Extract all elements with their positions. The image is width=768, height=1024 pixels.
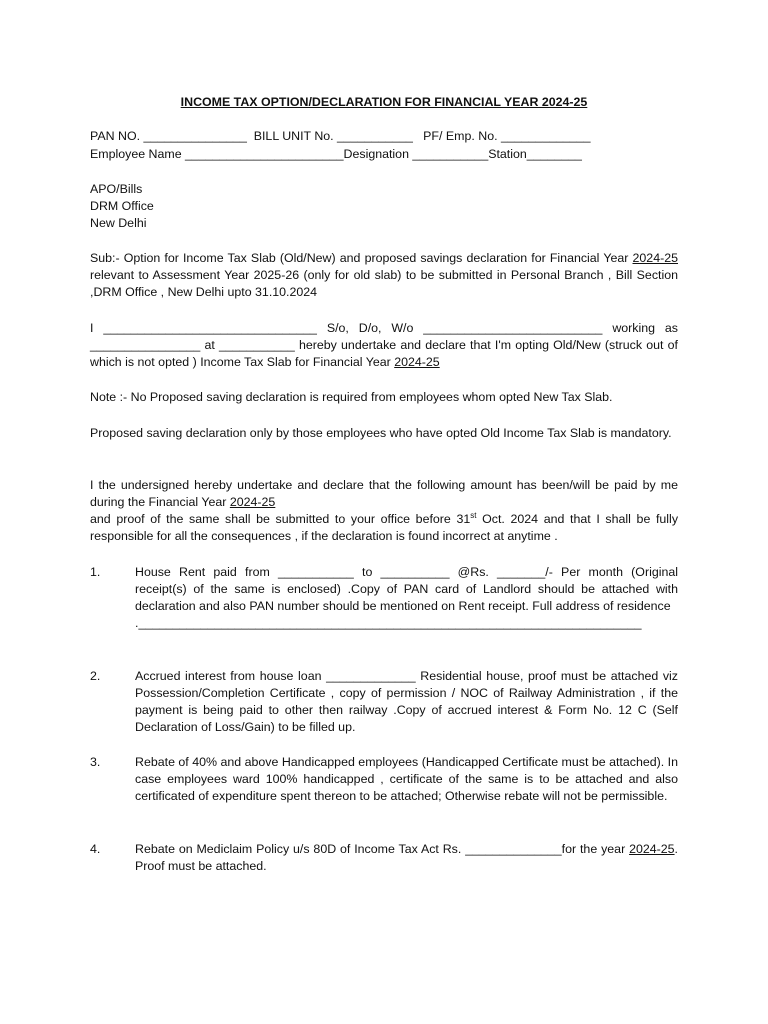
address-block	[90, 181, 678, 232]
header-line-1: PAN NO. _______________ BILL UNIT No. ___________ PF/ Emp. No. _____________	[90, 129, 591, 143]
financial-year: 2024-25	[394, 355, 440, 369]
item-text: House Rent paid from ___________ to __________ @Rs. _______/- Per month (Original receipt(s) of the same is enclosed) .Copy of PAN card of Landlord should be attached with declaration and also PAN number should be mentioned on Rent receipt. Full address of residence ._________________________________________________________________________	[135, 565, 678, 630]
financial-year: 2024-25	[632, 251, 678, 265]
item-number: 2.	[90, 669, 101, 683]
financial-year: 2024-25	[629, 842, 675, 856]
note-paragraph: Note :- No Proposed saving declaration is required from employees whom opted New Tax Slab.	[90, 390, 613, 404]
address-line: New Delhi	[90, 216, 147, 230]
item-text: Rebate of 40% and above Handicapped employees (Handicapped Certificate must be attached). In case employees ward 100% handicapped , certificate of the same is to be attached and also certificated of expenditure spent thereon to be attached; Otherwise rebate will not be permissible.	[135, 755, 678, 803]
item-number: 1.	[90, 565, 101, 579]
item-text: Accrued interest from house loan _____________ Residential house, proof must be attached viz Possession/Completion Certificate , copy of permission / NOC of Railway Administration , if the payment is being paid to other then railway .Copy of accrued interest & Form No. 12 C (Self Declaration of Loss/Gain) to be filled up.	[135, 669, 678, 734]
address-blank-line: ._________________________________________________________________________	[135, 616, 642, 630]
proposed-paragraph: Proposed saving declaration only by those employees who have opted Old Income Tax Slab is mandatory.	[90, 426, 672, 440]
header-line-2: Employee Name _______________________Designation ___________Station________	[90, 147, 582, 161]
financial-year: 2024-25	[229, 495, 276, 509]
undertaking-paragraph: I _______________________________ S/o, D/o, W/o __________________________ working as ________________ at ___________ hereby undertake and declare that I'm opting Old/New (struck out of which is not opted ) Income Tax Slab for Financial Year 2024-25	[90, 321, 678, 369]
declaration-paragraph: I the undersigned hereby undertake and declare that the following amount has been/will be paid by me during the Financial Year 2024-25 and proof of the same shall be submitted to your office before 31st Oct. 2024 and that I shall be fully responsible for all the consequences , if the declaration is found incorrect at anytime .	[90, 478, 679, 543]
address-line: DRM Office	[90, 199, 154, 213]
address-line: APO/Bills	[90, 182, 143, 196]
subject-paragraph: Sub:- Option for Income Tax Slab (Old/New) and proposed savings declaration for Financial Year 2024-25 relevant to Assessment Year 2025-26 (only for old slab) to be submitted in Personal Branch , Bill Section ,DRM Office , New Delhi upto 31.10.2024	[90, 251, 678, 299]
item-number: 3.	[90, 755, 101, 769]
form-title: INCOME TAX OPTION/DECLARATION FOR FINANCIAL YEAR 2024-25	[180, 95, 588, 109]
item-number: 4.	[90, 842, 101, 856]
item-text: Rebate on Mediclaim Policy u/s 80D of Income Tax Act Rs. ______________for the year 2024-25. Proof must be attached.	[135, 842, 678, 873]
